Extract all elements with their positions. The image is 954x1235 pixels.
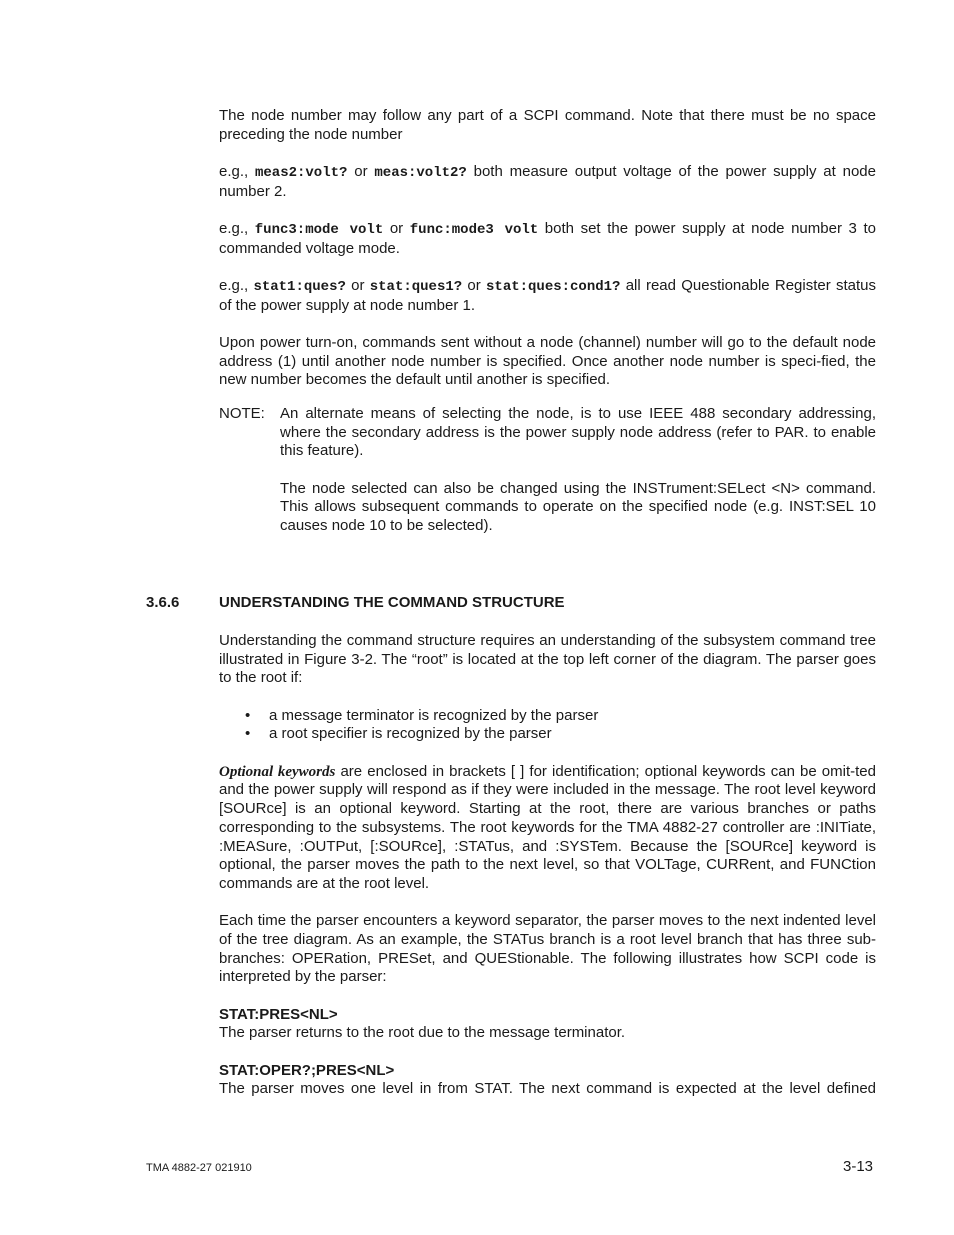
bullet-list [219,707,876,744]
list-item: • a message terminator is recognized by the parser [219,707,876,726]
example-1: e.g., meas2:volt? or meas:volt2? both measure output voltage of the power supply at node number 2. [219,163,876,200]
code-sample: stat:ques1? [369,279,463,295]
optional-keywords-paragraph: Optional keywords are enclosed in brackets [ ] for identification; optional keywords can be omit-ted and the power supply will respond as if they were included in the message. The root level keyword [SOURce] is an optional keyword. Starting at the root, there are various branches or paths corresponding to the subsystems. The root keywords for the TMA 4882-27 controller are :INITiate, :MEASure, :OUTPut, [:SOURce], :STATus, and :SYSTem. Because the [SOURce] keyword is optional, the parser moves the path to the next level, so that VOLTage, CURRent, and FUNCtion commands are at the root level. [219,762,876,892]
code-sample: func:mode3 volt [409,222,539,238]
body-paragraph: Understanding the command structure requires an understanding of the subsystem command tree illustrated in Figure 3-2. The “root” is located at the top left corner of the diagram. The parser goes to the root if: [219,632,876,687]
code-sample: stat1:ques? [253,279,346,295]
example-3: e.g., stat1:ques? or stat:ques1? or stat:ques:cond1? all read Questionable Register status of the power supply at node number 1. [219,277,877,314]
section-number: 3.6.6 [146,594,180,611]
note-label: NOTE: [219,405,265,422]
bullet-icon: • [245,725,251,743]
list-item: • a root specifier is recognized by the parser [219,725,876,744]
intro-block [219,107,876,409]
code-sample: meas:volt2? [374,165,467,181]
code-sample: meas2:volt? [255,165,348,181]
command-example: STAT:OPER?;PRES<NL> [219,1061,395,1079]
code-sample: stat:ques:cond1? [486,279,621,295]
command-description: The parser moves one level in from STAT. The next command is expected at the level defined [219,1080,876,1098]
note-paragraph: The node selected can also be changed using the INSTrument:SELect <N> command. This allows subsequent commands to operate on the specified node (e.g. INST:SEL 10 causes node 10 to be selected). [280,479,876,535]
example-2: e.g., func3:mode volt or func:mode3 volt both set the power supply at node number 3 to commanded voltage mode. [219,220,876,257]
power-on-paragraph: Upon power turn-on, commands sent without a node (channel) number will go to the default node address (1) until another node number is specified. Once another node number is speci-fied, the new number becomes the default until another is specified. [219,334,876,389]
optional-keywords-term: Optional keywords [219,763,336,780]
section-title: UNDERSTANDING THE COMMAND STRUCTURE [219,594,565,611]
footer-doc-id: TMA 4882-27 021910 [146,1162,252,1174]
section-body [219,632,876,1099]
bullet-icon: • [245,706,251,724]
command-description: The parser returns to the root due to the message terminator. [219,1024,626,1042]
note-block [219,405,876,554]
intro-paragraph: The node number may follow any part of a SCPI command. Note that there must be no space preceding the node number [219,107,876,143]
note-paragraph: An alternate means of selecting the node, is to use IEEE 488 secondary addressing, where the secondary address is the power supply node address (refer to PAR. to enable this feature). [280,405,876,460]
section-heading [146,594,876,611]
page-number: 3-13 [843,1158,874,1175]
command-example: STAT:PRES<NL> [219,1005,338,1023]
code-sample: func3:mode volt [254,222,384,238]
body-paragraph: Each time the parser encounters a keyword separator, the parser moves to the next indented level of the tree diagram. As an example, the STATus branch is a root level branch that has three sub-branches: OPERation, PRESet, and QUEStionable. The following illustrates how SCPI code is interpreted by the parser: [219,912,876,986]
